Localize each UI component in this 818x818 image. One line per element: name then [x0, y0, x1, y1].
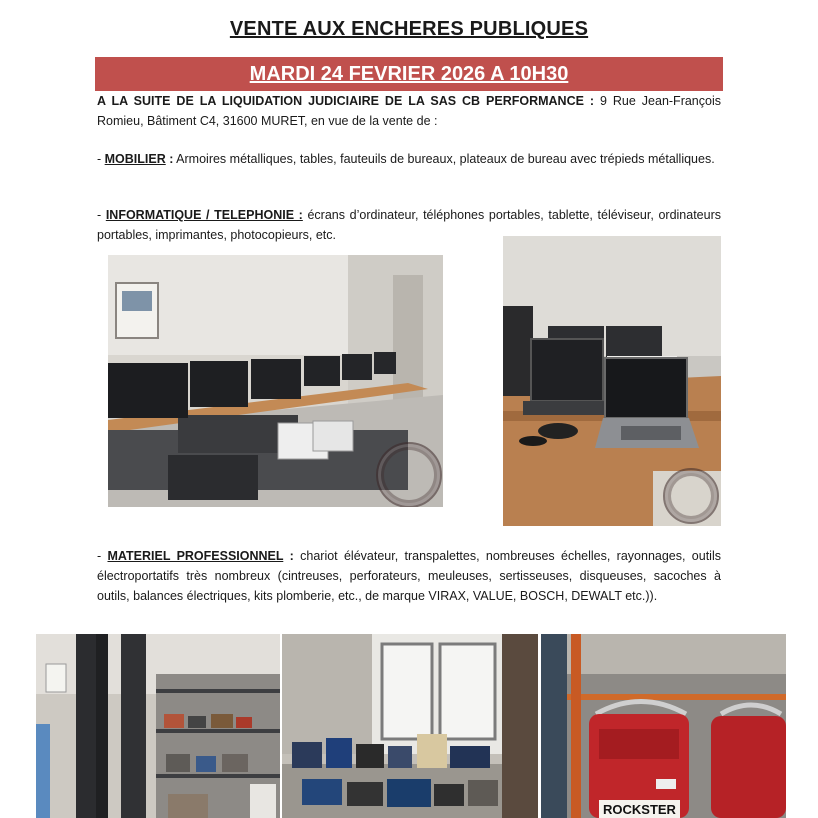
section-sep: : — [165, 152, 174, 166]
section-prefix: - — [97, 549, 108, 563]
equipment-label: ROCKSTER — [599, 800, 680, 818]
laptops-photo — [503, 236, 721, 526]
section-text: écrans d’ordinateur, téléphones portables, tablette, téléviseur, ordinateurs portables, imprimantes, photocopieurs, etc. — [97, 208, 721, 242]
section-prefix: - — [97, 208, 106, 222]
sale-date-banner: MARDI 24 FEVRIER 2026 A 10H30 — [95, 57, 723, 91]
office-monitors-photo — [108, 255, 443, 507]
intro-address: 9 Rue Jean-François Romieu, Bâtiment C4, 31600 MURET, en vue de la vente de : — [97, 94, 721, 128]
section-sep: : — [283, 549, 294, 563]
section-heading: MOBILIER — [104, 152, 166, 166]
red-equipment-photo — [541, 634, 786, 818]
page-title: VENTE AUX ENCHERES PUBLIQUES — [229, 18, 589, 40]
section-mobilier — [97, 149, 721, 169]
section-text: Armoires métalliques, tables, fauteuils de bureaux, plateaux de bureau avec trépieds métalliques. — [173, 152, 715, 166]
section-text: chariot élévateur, transpalettes, nombreuses échelles, rayonnages, outils électroportatifs très nombreux (cintreuses, perforateurs, meuleuses, sertisseuses, disqueuses, sacoches à outils, balances électriques, kits plomberie, etc., de marque VIRAX, VALUE, BOSCH, DEWALT etc.)). — [97, 549, 721, 603]
official-seal-stamp — [376, 442, 442, 507]
section-materiel — [97, 546, 721, 606]
official-seal-stamp — [663, 468, 719, 524]
forklift-shelving-photo — [36, 634, 280, 818]
section-heading: INFORMATIQUE / TELEPHONIE : — [105, 208, 303, 222]
intro-paragraph — [97, 91, 721, 131]
intro-lead: A LA SUITE DE LA LIQUIDATION JUDICIAIRE DE LA SAS CB PERFORMANCE : — [97, 94, 595, 108]
section-heading: MATERIEL PROFESSIONNEL — [107, 549, 284, 563]
tool-cases-photo — [282, 634, 538, 818]
section-prefix: - — [97, 152, 105, 166]
